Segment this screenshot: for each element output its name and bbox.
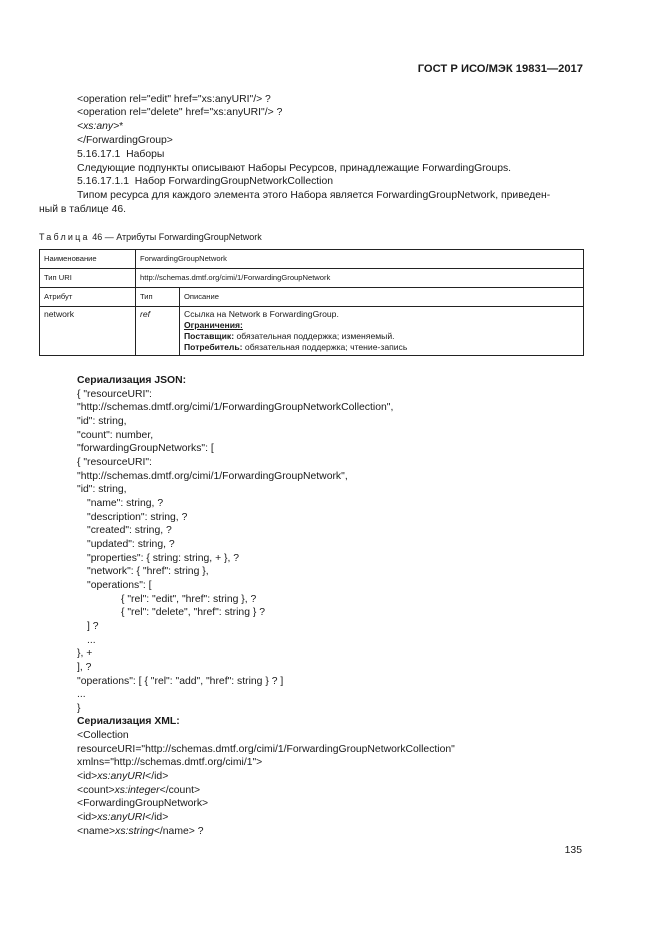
table-row-type-uri [40, 269, 584, 288]
section-number: 5.16.17.1 [77, 149, 121, 160]
cell-type-uri-value: http://schemas.dmtf.org/cimi/1/ForwardingGroupNetwork [136, 269, 584, 288]
json-line: ] ? [87, 621, 99, 632]
section-heading-5-16-17-1-1 [77, 175, 333, 188]
xml-line-count [77, 784, 200, 797]
code-line-xs-any [77, 120, 123, 133]
provider-label: Поставщик: [184, 331, 235, 341]
xml-type: xs:anyURI [97, 812, 146, 823]
json-line: "forwardingGroupNetworks": [ [77, 443, 214, 454]
table-row [40, 307, 584, 356]
consumer-label: Потребитель: [184, 342, 243, 352]
json-line: "http://schemas.dmtf.org/cimi/1/ForwardingGroupNetwork", [77, 471, 348, 482]
xml-tag: <id> [77, 812, 98, 823]
xml-type: xs:string [115, 826, 154, 837]
json-line: } [77, 703, 81, 714]
provider-line [184, 331, 579, 342]
xml-line-fgn-open: <ForwardingGroupNetwork> [77, 798, 209, 809]
json-line: "updated": string, ? [87, 539, 175, 550]
cell-name-value: ForwardingGroupNetwork [136, 250, 584, 269]
json-line: "name": string, ? [87, 498, 164, 509]
json-line: "network": { "href": string }, [87, 566, 209, 577]
json-line: "description": string, ? [87, 512, 188, 523]
json-line: "count": number, [77, 430, 154, 441]
json-line: "http://schemas.dmtf.org/cimi/1/ForwardingGroupNetworkCollection", [77, 402, 394, 413]
code-line-operation-delete: <operation rel="delete" href="xs:anyURI"/> ? [77, 107, 283, 118]
cell-attribute: network [40, 307, 136, 356]
json-line: { "rel": "edit", "href": string }, ? [121, 594, 257, 605]
xs-any-suffix: * [119, 121, 124, 132]
section-title: Наборы [126, 149, 165, 160]
document-header: ГОСТ Р ИСО/МЭК 19831—2017 [417, 63, 583, 75]
xml-tag: <name> [77, 826, 116, 837]
col-header-description: Описание [180, 288, 584, 307]
page-number: 135 [564, 845, 582, 856]
json-line: ... [87, 635, 96, 646]
json-line: }, + [77, 648, 93, 659]
json-line: ... [77, 689, 86, 700]
xml-line-xmlns: xmlns="http://schemas.dmtf.org/cimi/1"> [77, 757, 263, 768]
xml-tag: </count> [159, 785, 201, 796]
cell-type [136, 307, 180, 356]
attributes-table [39, 249, 584, 356]
section-paragraph-2a: Типом ресурса для каждого элемента этого Набора является ForwardingGroupNetwork, приведен- [77, 190, 551, 201]
code-line-close-forwarding-group: </ForwardingGroup> [77, 135, 173, 146]
json-line: ], ? [77, 662, 92, 673]
constraints-label: Ограничения: [184, 320, 243, 330]
json-line: "created": string, ? [87, 525, 172, 536]
json-line: "operations": [ [87, 580, 152, 591]
json-line: "id": string, [77, 416, 127, 427]
xml-line-name [77, 825, 204, 838]
code-line-operation-edit: <operation rel="edit" href="xs:anyURI"/> ? [77, 94, 271, 105]
desc-line: Ссылка на Network в ForwardingGroup. [184, 309, 339, 319]
json-serialization-title: Сериализация JSON: [77, 375, 187, 386]
col-header-type: Тип [136, 288, 180, 307]
json-line: "id": string, [77, 484, 127, 495]
section-number: 5.16.17.1.1 [77, 176, 129, 187]
json-line: { "resourceURI": [77, 457, 152, 468]
json-line: "properties": { string: string, + }, ? [87, 553, 240, 564]
section-heading-5-16-17-1 [77, 148, 164, 161]
xml-tag: </name> ? [153, 826, 204, 837]
section-title: Набор ForwardingGroupNetworkCollection [134, 176, 334, 187]
consumer-line [184, 342, 579, 353]
json-line: "operations": [ { "rel": "add", "href": string } ? ] [77, 676, 284, 687]
xs-any-type: <xs:any> [77, 121, 120, 132]
table-caption [39, 232, 262, 242]
xml-line-resource-uri: resourceURI="http://schemas.dmtf.org/cimi/1/ForwardingGroupNetworkCollection" [77, 744, 455, 755]
xml-tag: </id> [145, 771, 169, 782]
xml-line-id2 [77, 811, 168, 824]
consumer-text: обязательная поддержка; чтение-запись [242, 342, 408, 352]
table-caption-prefix: Таблица [39, 232, 90, 242]
json-line: { "resourceURI": [77, 389, 152, 400]
xml-tag: <id> [77, 771, 98, 782]
xml-type: xs:integer [114, 785, 160, 796]
cell-description [180, 307, 584, 356]
provider-text: обязательная поддержка; изменяемый. [234, 331, 395, 341]
xml-serialization-title: Сериализация XML: [77, 716, 180, 727]
table-header-row [40, 288, 584, 307]
xml-line-collection-open: <Collection [77, 730, 129, 741]
type-ref: ref [140, 309, 151, 319]
table-row-name [40, 250, 584, 269]
cell-name-label: Наименование [40, 250, 136, 269]
xml-tag: <count> [77, 785, 115, 796]
section-paragraph-2b: ный в таблице 46. [39, 204, 127, 215]
xml-type: xs:anyURI [97, 771, 146, 782]
json-line: { "rel": "delete", "href": string } ? [121, 607, 266, 618]
section-paragraph-1: Следующие подпункты описывают Наборы Ресурсов, принадлежащие ForwardingGroups. [77, 163, 512, 174]
xml-line-id [77, 770, 168, 783]
cell-type-uri-label: Тип URI [40, 269, 136, 288]
table-caption-rest: 46 — Атрибуты ForwardingGroupNetwork [92, 232, 262, 242]
xml-tag: </id> [145, 812, 169, 823]
col-header-attribute: Атрибут [40, 288, 136, 307]
